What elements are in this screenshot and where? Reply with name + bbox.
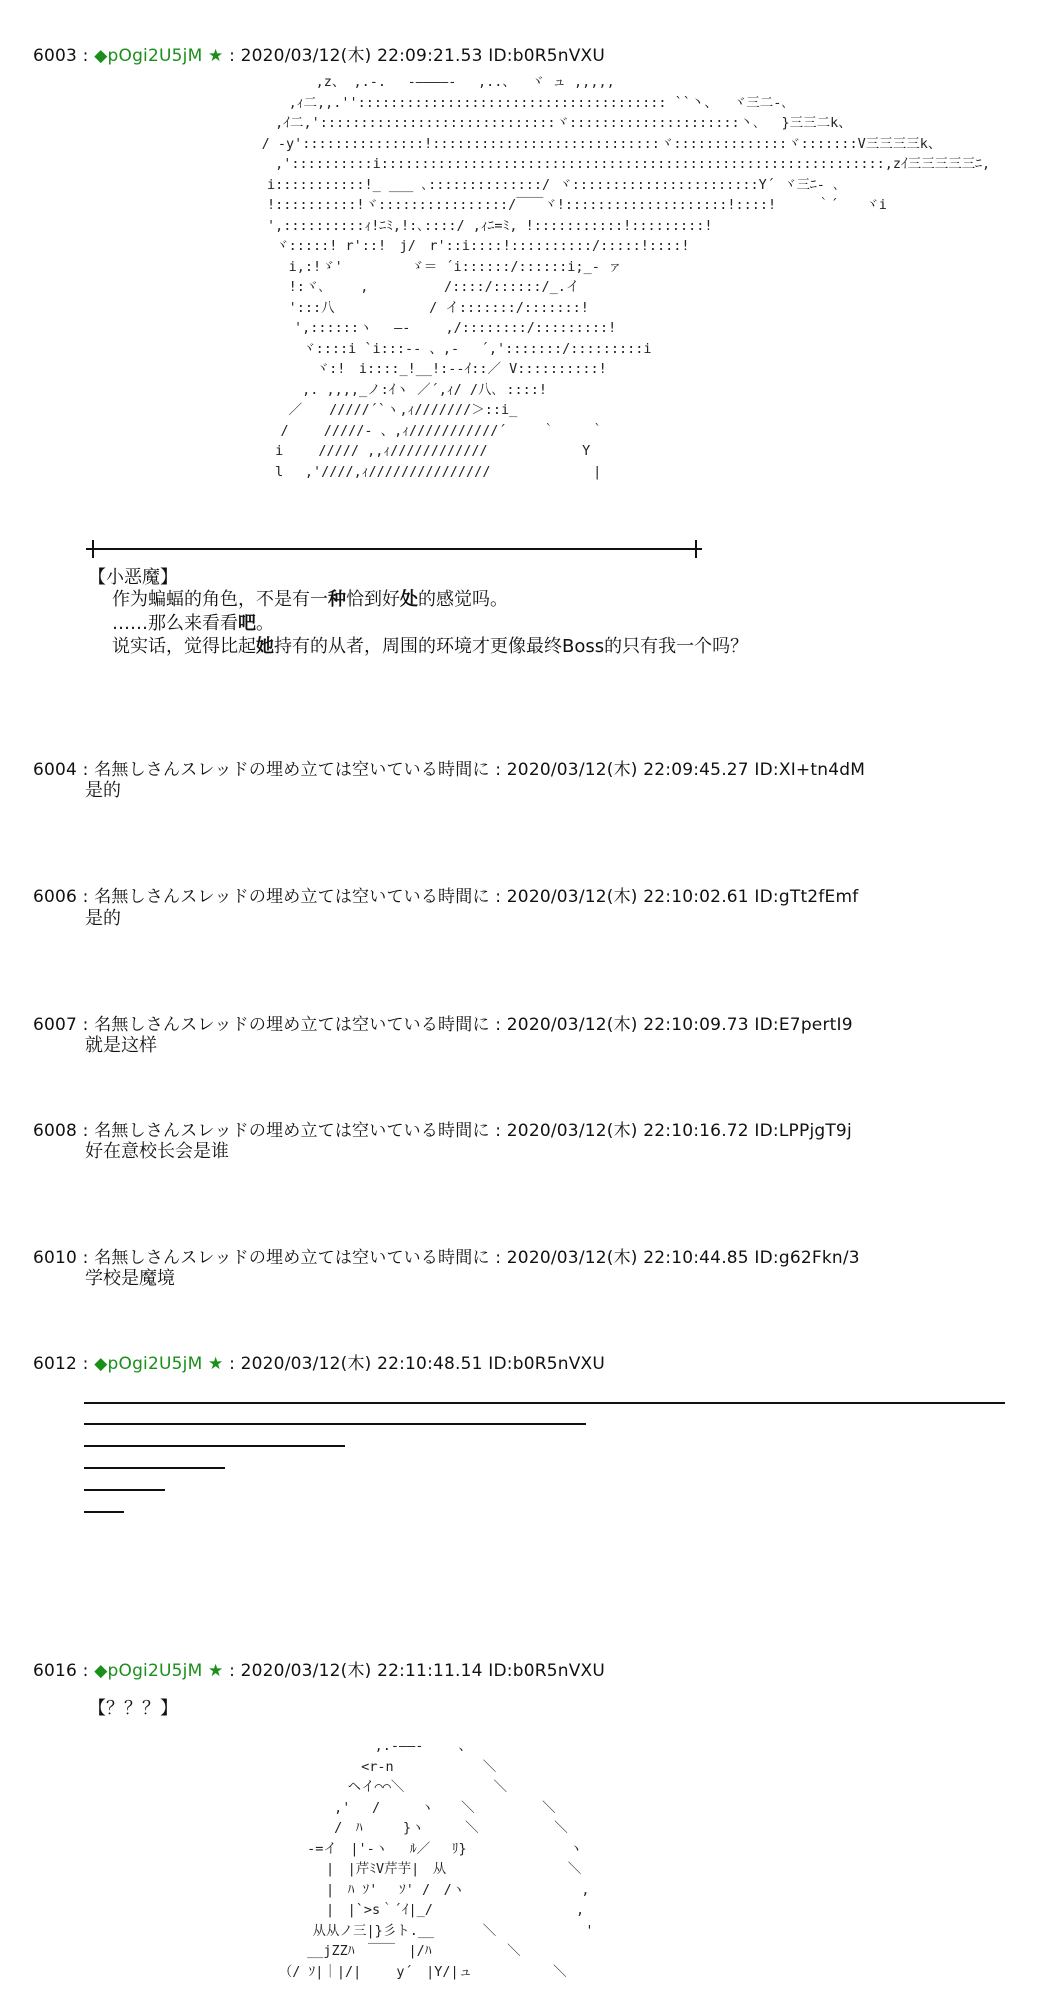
post-body: 就是这样	[85, 1035, 157, 1056]
post-number[interactable]: 6007	[33, 1015, 78, 1035]
poster-trip: ◆pOgi2U5jM ★	[94, 46, 224, 66]
post-meta: : 2020/03/12(木) 22:10:44.85 ID:g62Fkn/3	[489, 1248, 860, 1268]
dialogue-line-2: ……那么来看看吧。	[112, 613, 274, 634]
post-separator: :	[77, 46, 95, 66]
poster-trip: ◆pOgi2U5jM ★	[94, 1354, 224, 1374]
poster-name: 名無しさんスレッドの埋め立ては空いている時間に	[94, 1015, 490, 1035]
divider-rule	[86, 548, 702, 550]
post-meta: : 2020/03/12(木) 22:09:45.27 ID:XI+tn4dM	[489, 760, 866, 780]
rule-tick-right	[695, 540, 697, 558]
post-number[interactable]: 6016	[33, 1661, 78, 1681]
post-meta: : 2020/03/12(木) 22:10:09.73 ID:E7pertI9	[489, 1015, 853, 1035]
post-meta: : 2020/03/12(木) 22:09:21.53 ID:b0R5nVXU	[223, 46, 606, 66]
post-number[interactable]: 6006	[33, 887, 78, 907]
post-body: 是的	[85, 908, 121, 929]
dialogue-line-3: 说实话，觉得比起她持有的从者，周围的环境才更像最终Boss的只有我一个吗？	[112, 636, 749, 657]
rule-line	[84, 1402, 1005, 1404]
ascii-art-koakuma: ,z、 ,.-. -――――‐ ,..、 ヾ ュ ,,,,, ,ｨ二,,.'':::::::::::::::::::::::::::::::::::::: ``丶、 ヾ三二-､ ,ｲ二,':::::::::::::::::::::::::::::ヾ:::::::::::::::::::::丶､ }三三二k、 / -y':::::::::::::::!::::::::::::::::::::::::::::ヾ::::::::::::::ヾ:::::::V三三三三k、 ,'::::::::::i::::::::::::::::::::::::::::::::::::::::::::::::::::::::::::::,zｲ三三三三三ﾆ, i:::::::::::!_ ___ ､::::::::::::::/ ヾ:::::::::::::::::::::::Y´ ヾ三ﾆ- ､ !::::::::::!ヾ::::::::::::::::/￣￣ヾ!::::::::::::::::::::!::::! ｀´ ヾi ',::::::::::ｨ!ﾆﾐ,!:､::::/ ,ｨﾆ=ﾐ, !:::::::::::!:::::::::! ヾ:::::! r'::! j/ r'::i::::!::::::::::/:::::!::::! i,:!ゞ' ゞ＝ ´i::::::/::::::i;_- ァ !:ヾ､ , /::::/::::::/_.イ ':::八 / イ:::::::/:::::::! ',::::::ヽ ―‐ ,/::::::::/:::::::::! ヾ::::i `i:::-- 、,- ´,':::::::/:::::::::i ヾ:! i::::_!__!:-‐ｲ::／ V::::::::::! ,. ,,,,_ノ:ｲヽ ／´,ｨ/ /八､ ::::! ／ /////´`ヽ,ｨ///////＞::i_ / /////- 、,ｨ///////////´ ｀ ｀ i ///// ,,ｨ//////////// Y l ,'////,ｨ/////////////// |	[261, 74, 991, 480]
post-body: 是的	[85, 780, 121, 801]
poster-name: 名無しさんスレッドの埋め立ては空いている時間に	[94, 1248, 490, 1268]
post-header-6010: 6010 : 名無しさんスレッドの埋め立ては空いている時間に : 2020/03/12(木) 22:10:44.85 ID:g62Fkn/3	[33, 1248, 860, 1268]
rule-line	[84, 1511, 124, 1513]
post-body: 学校是魔境	[85, 1268, 175, 1289]
poster-trip: ◆pOgi2U5jM ★	[94, 1661, 224, 1681]
rule-line	[84, 1467, 225, 1469]
speaker-label: 【小恶魔】	[88, 567, 178, 588]
post-header-6004: 6004 : 名無しさんスレッドの埋め立ては空いている時間に : 2020/03/12(木) 22:09:45.27 ID:XI+tn4dM	[33, 760, 866, 780]
post-header-6007: 6007 : 名無しさんスレッドの埋め立ては空いている時間に : 2020/03/12(木) 22:10:09.73 ID:E7pertI9	[33, 1015, 853, 1035]
post-header-6016: 6016 : ◆pOgi2U5jM ★ : 2020/03/12(木) 22:11:11.14 ID:b0R5nVXU	[33, 1661, 606, 1681]
rule-line	[84, 1423, 586, 1425]
post-header-6006: 6006 : 名無しさんスレッドの埋め立ては空いている時間に : 2020/03/12(木) 22:10:02.61 ID:gTt2fEmf	[33, 887, 859, 907]
post-meta: : 2020/03/12(木) 22:10:16.72 ID:LPPjgT9j	[489, 1121, 852, 1141]
post-number[interactable]: 6004	[33, 760, 78, 780]
speaker-label: 【？？？】	[88, 1698, 178, 1719]
poster-name: 名無しさんスレッドの埋め立ては空いている時間に	[94, 887, 490, 907]
post-meta: : 2020/03/12(木) 22:10:48.51 ID:b0R5nVXU	[223, 1354, 606, 1374]
post-header-6012: 6012 : ◆pOgi2U5jM ★ : 2020/03/12(木) 22:10:48.51 ID:b0R5nVXU	[33, 1354, 606, 1374]
post-number[interactable]: 6008	[33, 1121, 78, 1141]
rule-line	[84, 1489, 165, 1491]
ascii-art-unknown-character: ,.-――- 、 <r-n ＼ ヘイ⌒⌒＼ ＼ ,' / ヽ ＼ ＼ / ﾊ }ヽ ＼ ＼ -=イ |'-ヽ ﾙ／ ﾘ} ヽ | |芹ﾐV芹芋| 从 ＼ | ﾊ ｿ' ｿ' / /ヽ , | |`>s｀´ｲ|_/ , 从从ノ三|}彡ト.__ ＼ ' __jZZﾊ ￣￣ |/ﾊ ＼ （/ ｿ|｜|/| y´ |Y/|ュ ＼	[285, 1738, 594, 1980]
post-meta: : 2020/03/12(木) 22:11:11.14 ID:b0R5nVXU	[223, 1661, 606, 1681]
post-number[interactable]: 6012	[33, 1354, 78, 1374]
post-number[interactable]: 6010	[33, 1248, 78, 1268]
rule-line	[84, 1445, 345, 1447]
post-body: 好在意校长会是谁	[85, 1141, 229, 1162]
post-header-6003	[33, 41, 605, 66]
poster-name: 名無しさんスレッドの埋め立ては空いている時間に	[94, 1121, 490, 1141]
rule-tick-left	[92, 540, 94, 558]
dialogue-line-1: 作为蝙蝠的角色，不是有一种恰到好处的感觉吗。	[112, 589, 508, 610]
post-number[interactable]: 6003	[33, 46, 78, 66]
poster-name: 名無しさんスレッドの埋め立ては空いている時間に	[94, 760, 490, 780]
post-meta: : 2020/03/12(木) 22:10:02.61 ID:gTt2fEmf	[489, 887, 859, 907]
post-header-6008: 6008 : 名無しさんスレッドの埋め立ては空いている時間に : 2020/03/12(木) 22:10:16.72 ID:LPPjgT9j	[33, 1121, 852, 1141]
